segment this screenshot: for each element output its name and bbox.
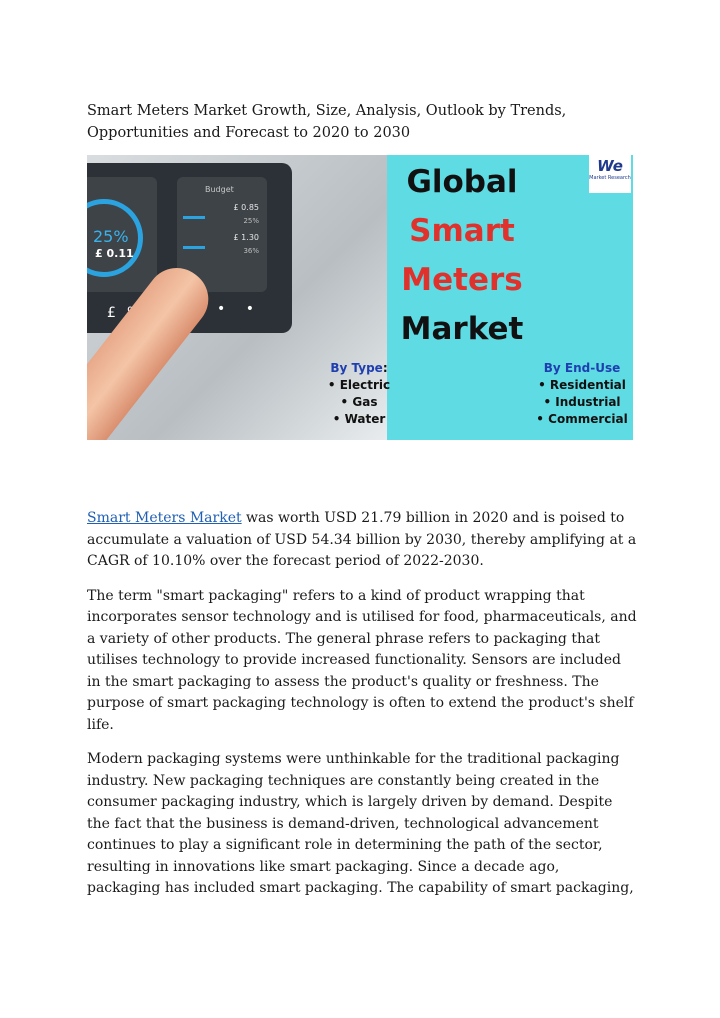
device-dots: • • [217, 301, 262, 317]
by-end-use-list [527, 360, 633, 428]
article-body [87, 508, 637, 913]
by-type-list [319, 360, 399, 428]
paragraph: Modern packaging systems were unthinkable for the traditional packaging industry. New packaging techniques are constantly being created in the consumer packaging industry, which is largely driven by demand. Despite the fact that the business is demand-driven, technological advancement continues to play a significant role in determining the path of the sector, resulting in innovations like smart packaging. Since a decade ago, packaging has included smart packaging. The capability of smart packaging, [87, 751, 634, 896]
budget-bar-icon [183, 246, 205, 249]
brand-logo [589, 155, 631, 193]
banner-heading-line: Meters [401, 262, 523, 298]
market-banner-image [87, 155, 633, 440]
by-type-colon: : [382, 361, 388, 375]
budget-bar-icon [183, 216, 205, 219]
budget-amount: £ 0.85 [233, 203, 259, 212]
by-end-use-item: • Industrial [543, 395, 621, 409]
usage-percent: 25% [93, 227, 129, 246]
budget-percent: 36% [243, 247, 259, 255]
by-end-use-item: • Commercial [536, 412, 628, 426]
by-end-use-item: • Residential [538, 378, 626, 392]
document-title: Smart Meters Market Growth, Size, Analysis, Outlook by Trends, Opportunities and Forecast to 2020 to 2030 [87, 103, 567, 141]
paragraph: The term "smart packaging" refers to a kind of product wrapping that incorporates sensor technology and is utilised for food, pharmaceuticals, and a variety of other products. The general phrase refers to packaging that utilises technology to provide increased functionality. Sensors are included in the smart packaging to assess the product's quality or freshness. The purpose of smart packaging technology is often to extend the product's shelf life. [87, 587, 637, 733]
by-type-item: • Electric [327, 378, 391, 392]
banner-heading-line: Global [406, 164, 518, 200]
banner-heading-line: Smart [409, 213, 515, 249]
banner-heading-line: Market [400, 311, 524, 347]
logo-subtext: Market Research [589, 175, 631, 181]
budget-amount: £ 1.30 [233, 233, 259, 242]
logo-text: We [597, 157, 623, 175]
paragraph [87, 508, 637, 573]
pound-symbol: £ [107, 305, 116, 321]
usage-value: £ 0.11 [95, 247, 134, 260]
budget-row [183, 203, 263, 227]
by-type-heading: By Type [330, 361, 383, 375]
by-end-use-heading: By End-Use [543, 361, 621, 375]
budget-row [183, 233, 263, 257]
by-type-item: • Gas [340, 395, 378, 409]
by-type-item: • Water [332, 412, 386, 426]
budget-percent: 25% [243, 217, 259, 225]
usage-screen [87, 177, 157, 292]
smart-meters-market-link[interactable]: Smart Meters Market [87, 510, 242, 526]
paragraph-text: was worth USD 21.79 billion in 2020 and is poised to accumulate a valuation of USD 54.34 billion by 2030, thereby amplifying at a CAGR of 10.10% over the forecast period of 2022-2030. [87, 510, 637, 569]
document-page [87, 100, 637, 896]
budget-heading: Budget [205, 185, 234, 194]
